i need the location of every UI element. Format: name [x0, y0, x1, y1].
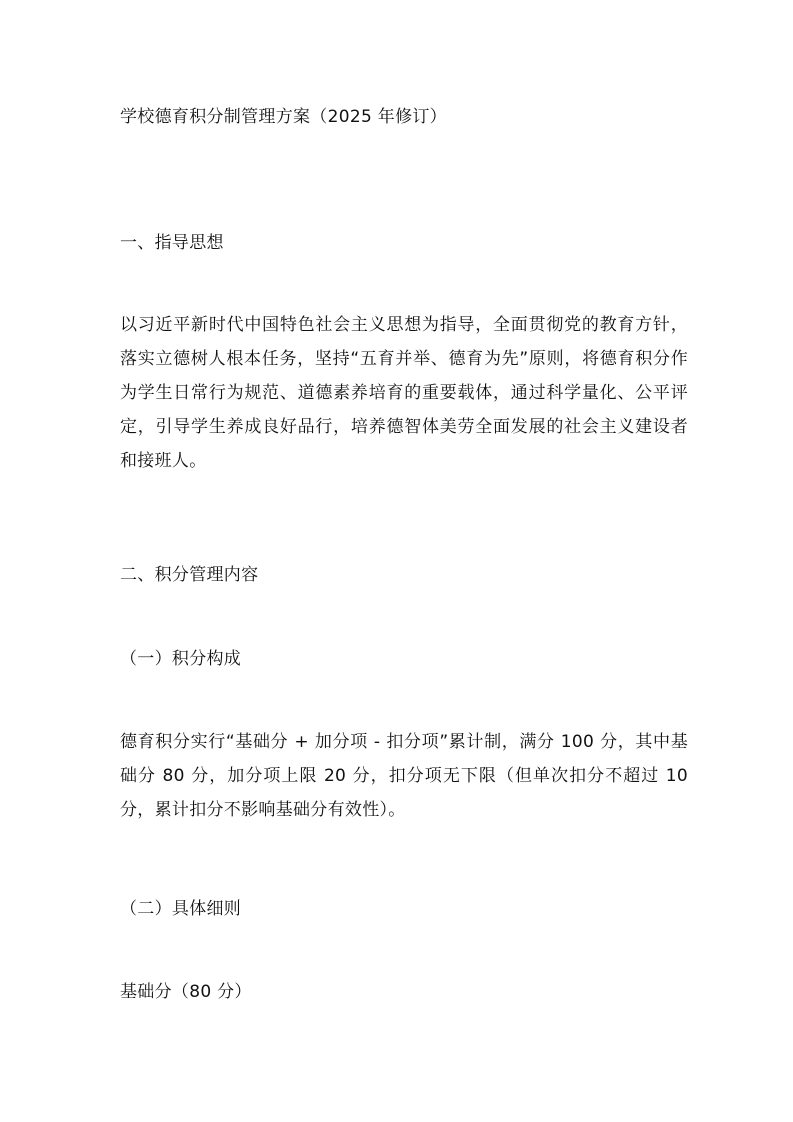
subsection-body-points-composition	[120, 725, 688, 827]
section-heading-points-content: 二、积分管理内容	[120, 565, 259, 585]
paragraph-text: 以习近平新时代中国特色社会主义思想为指导，全面贯彻党的教育方针，落实立德树人根本任务，坚持“五育并举、德育为先”原则，将德育积分作为学生日常行为规范、道德素养培育的重要载体，通过科学量化、公平评定，引导学生养成良好品行，培养德智体美劳全面发展的社会主义建设者和接班人。	[120, 315, 688, 471]
section-heading-guiding-ideology: 一、指导思想	[120, 233, 224, 253]
document-title: 学校德育积分制管理方案（2025 年修订）	[120, 107, 447, 127]
item-heading-base-points: 基础分（80 分）	[120, 982, 252, 1002]
subsection-heading-detailed-rules: （二）具体细则	[120, 899, 242, 919]
paragraph-text: 德育积分实行“基础分 + 加分项 - 扣分项”累计制，满分 100 分，其中基础分 80 分，加分项上限 20 分，扣分项无下限（但单次扣分不超过 10 分，累计扣分不影响基础分有效性）。	[120, 732, 688, 820]
subsection-heading-points-composition: （一）积分构成	[120, 649, 242, 669]
section-body-guiding-ideology	[120, 308, 688, 478]
